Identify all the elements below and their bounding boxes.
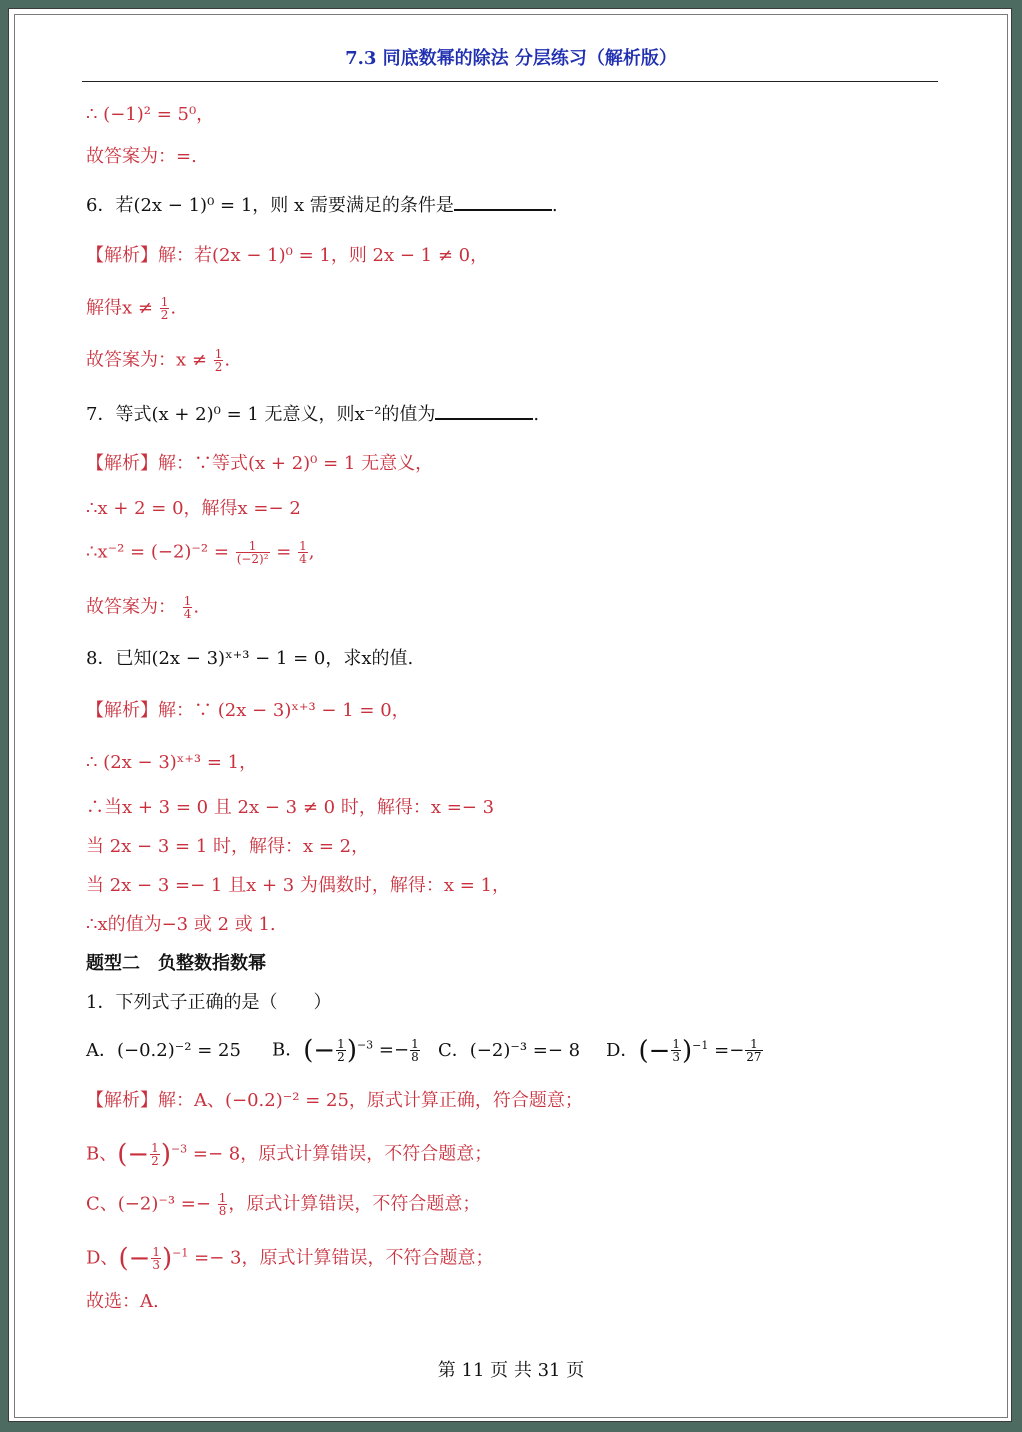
- numerator: 1: [299, 539, 307, 553]
- text: 故答案为：x ≠: [86, 349, 207, 371]
- question-7-text: 7．等式(x + 2)⁰ = 1 无意义，则x⁻²的值为: [86, 404, 436, 425]
- fraction: [410, 1038, 420, 1063]
- q7-solution-step: [86, 540, 315, 565]
- fraction: [236, 540, 270, 565]
- text: =− 8，原式计算错误，不符合题意；: [192, 1143, 493, 1165]
- paren: (−: [303, 1035, 336, 1066]
- numerator: 1: [218, 1191, 227, 1205]
- denominator: (−2)²: [236, 552, 269, 566]
- q6-solution: 【解析】解：若(2x − 1)⁰ = 1，则 2x − 1 ≠ 0，: [86, 245, 489, 266]
- q7-answer: [86, 595, 199, 620]
- punct: .: [224, 349, 231, 371]
- punct: .: [533, 404, 540, 425]
- option-a: A．(−0.2)⁻² = 25: [86, 1039, 241, 1061]
- punct: .: [170, 297, 177, 319]
- question-7: [86, 402, 539, 426]
- text: ∴x⁻² = (−2)⁻² =: [86, 541, 229, 563]
- text: =−: [714, 1039, 745, 1061]
- q6-solution-step: [86, 296, 176, 321]
- numerator: 1: [337, 1037, 345, 1051]
- numerator: 1: [160, 295, 169, 309]
- denominator: 8: [411, 1050, 419, 1064]
- fraction: [336, 1038, 346, 1063]
- page-footer: 第 11 页 共 31 页: [437, 1360, 585, 1381]
- problem-1: 1．下列式子正确的是（ ）: [86, 992, 332, 1013]
- p1-solution-c: [86, 1192, 480, 1217]
- p1-solution-d: [86, 1243, 494, 1274]
- question-6: [86, 193, 558, 217]
- exponent: −3: [356, 1038, 374, 1052]
- denominator: 3: [672, 1050, 681, 1064]
- fraction: [151, 1246, 161, 1271]
- paren: ): [162, 1243, 173, 1274]
- answer-line: 故答案为：=.: [86, 146, 197, 167]
- numerator: 1: [236, 540, 270, 553]
- fraction: [671, 1038, 681, 1063]
- text: ，原式计算错误，不符合题意；: [228, 1193, 481, 1215]
- q8-answer: ∴x的值为−3 或 2 或 1.: [86, 914, 276, 935]
- header-divider: [82, 81, 938, 82]
- option-b: [272, 1035, 438, 1066]
- denominator: 27: [746, 1050, 762, 1064]
- q8-solution-step: ∴当x + 3 = 0 且 2x − 3 ≠ 0 时，解得：x =− 3: [86, 797, 495, 818]
- paren: (−: [638, 1035, 671, 1066]
- numerator: 1: [183, 594, 192, 608]
- label: D．: [606, 1039, 639, 1061]
- text: =: [276, 541, 292, 563]
- numerator: 1: [672, 1037, 681, 1051]
- fraction: [150, 1142, 160, 1167]
- q8-solution-step: ∴ (2x − 3)ˣ⁺³ = 1，: [86, 752, 258, 773]
- question-6-text: 6．若(2x − 1)⁰ = 1，则 x 需要满足的条件是: [86, 195, 454, 216]
- q7-solution: 【解析】解：∵等式(x + 2)⁰ = 1 无意义，: [86, 453, 434, 474]
- numerator: 1: [411, 1037, 419, 1051]
- denominator: 2: [337, 1050, 345, 1064]
- paren: ): [682, 1035, 693, 1066]
- numerator: 1: [152, 1245, 161, 1259]
- numerator: 1: [151, 1141, 159, 1155]
- solution-line: ∴ (−1)² = 5⁰，: [86, 104, 215, 125]
- q8-solution-step: 当 2x − 3 =− 1 且x + 3 为偶数时，解得：x = 1，: [86, 875, 511, 896]
- text: 解得x ≠: [86, 297, 153, 319]
- denominator: 4: [299, 552, 307, 566]
- choice-options: [86, 1035, 764, 1066]
- paren: ): [346, 1035, 357, 1066]
- text: 故答案为：: [86, 596, 176, 618]
- section-heading: 题型二 负整数指数幂: [86, 953, 266, 974]
- fraction: [745, 1038, 762, 1063]
- text: C、(−2)⁻³ =−: [86, 1193, 211, 1215]
- p1-solution-b: [86, 1139, 493, 1170]
- question-8: 8．已知(2x − 3)ˣ⁺³ − 1 = 0，求x的值.: [86, 648, 414, 669]
- punct: ,: [308, 541, 315, 563]
- text: =−: [378, 1039, 410, 1061]
- label: D、: [86, 1247, 119, 1269]
- denominator: 2: [214, 360, 223, 374]
- denominator: 2: [151, 1154, 159, 1168]
- fraction: [218, 1192, 228, 1217]
- answer-blank: [435, 402, 533, 420]
- label: B．: [272, 1039, 304, 1061]
- paren: ): [160, 1139, 171, 1170]
- p1-solution: 【解析】解：A、(−0.2)⁻² = 25，原式计算正确，符合题意；: [86, 1090, 583, 1111]
- denominator: 8: [218, 1204, 227, 1218]
- q8-solution-step: 当 2x − 3 = 1 时，解得：x = 2，: [86, 836, 370, 857]
- numerator: 1: [214, 347, 223, 361]
- denominator: 4: [183, 607, 192, 621]
- fraction: [298, 540, 308, 565]
- denominator: 3: [152, 1258, 161, 1272]
- paren: (−: [118, 1243, 151, 1274]
- exponent: −1: [172, 1246, 189, 1260]
- text: =− 3，原式计算错误，不符合题意；: [194, 1247, 494, 1269]
- punct: .: [551, 195, 558, 216]
- option-c: C．(−2)⁻³ =− 8: [438, 1039, 581, 1061]
- q6-answer: [86, 348, 230, 373]
- exponent: −3: [170, 1142, 188, 1156]
- numerator: 1: [745, 1038, 762, 1051]
- page-header-title: 7.3 同底数幂的除法 分层练习（解析版）: [345, 48, 677, 69]
- q8-solution: 【解析】解：∵ (2x − 3)ˣ⁺³ − 1 = 0，: [86, 700, 410, 721]
- option-d: [606, 1035, 764, 1066]
- exponent: −1: [692, 1038, 709, 1052]
- paren: (−: [117, 1139, 150, 1170]
- label: B、: [86, 1143, 118, 1165]
- fraction: [160, 296, 170, 321]
- q7-solution-step: ∴x + 2 = 0，解得x =− 2: [86, 498, 301, 519]
- p1-answer: 故选：A.: [86, 1291, 159, 1312]
- denominator: 2: [160, 308, 169, 322]
- punct: .: [193, 596, 200, 618]
- answer-blank: [454, 193, 552, 211]
- fraction: [183, 595, 193, 620]
- fraction: [214, 348, 224, 373]
